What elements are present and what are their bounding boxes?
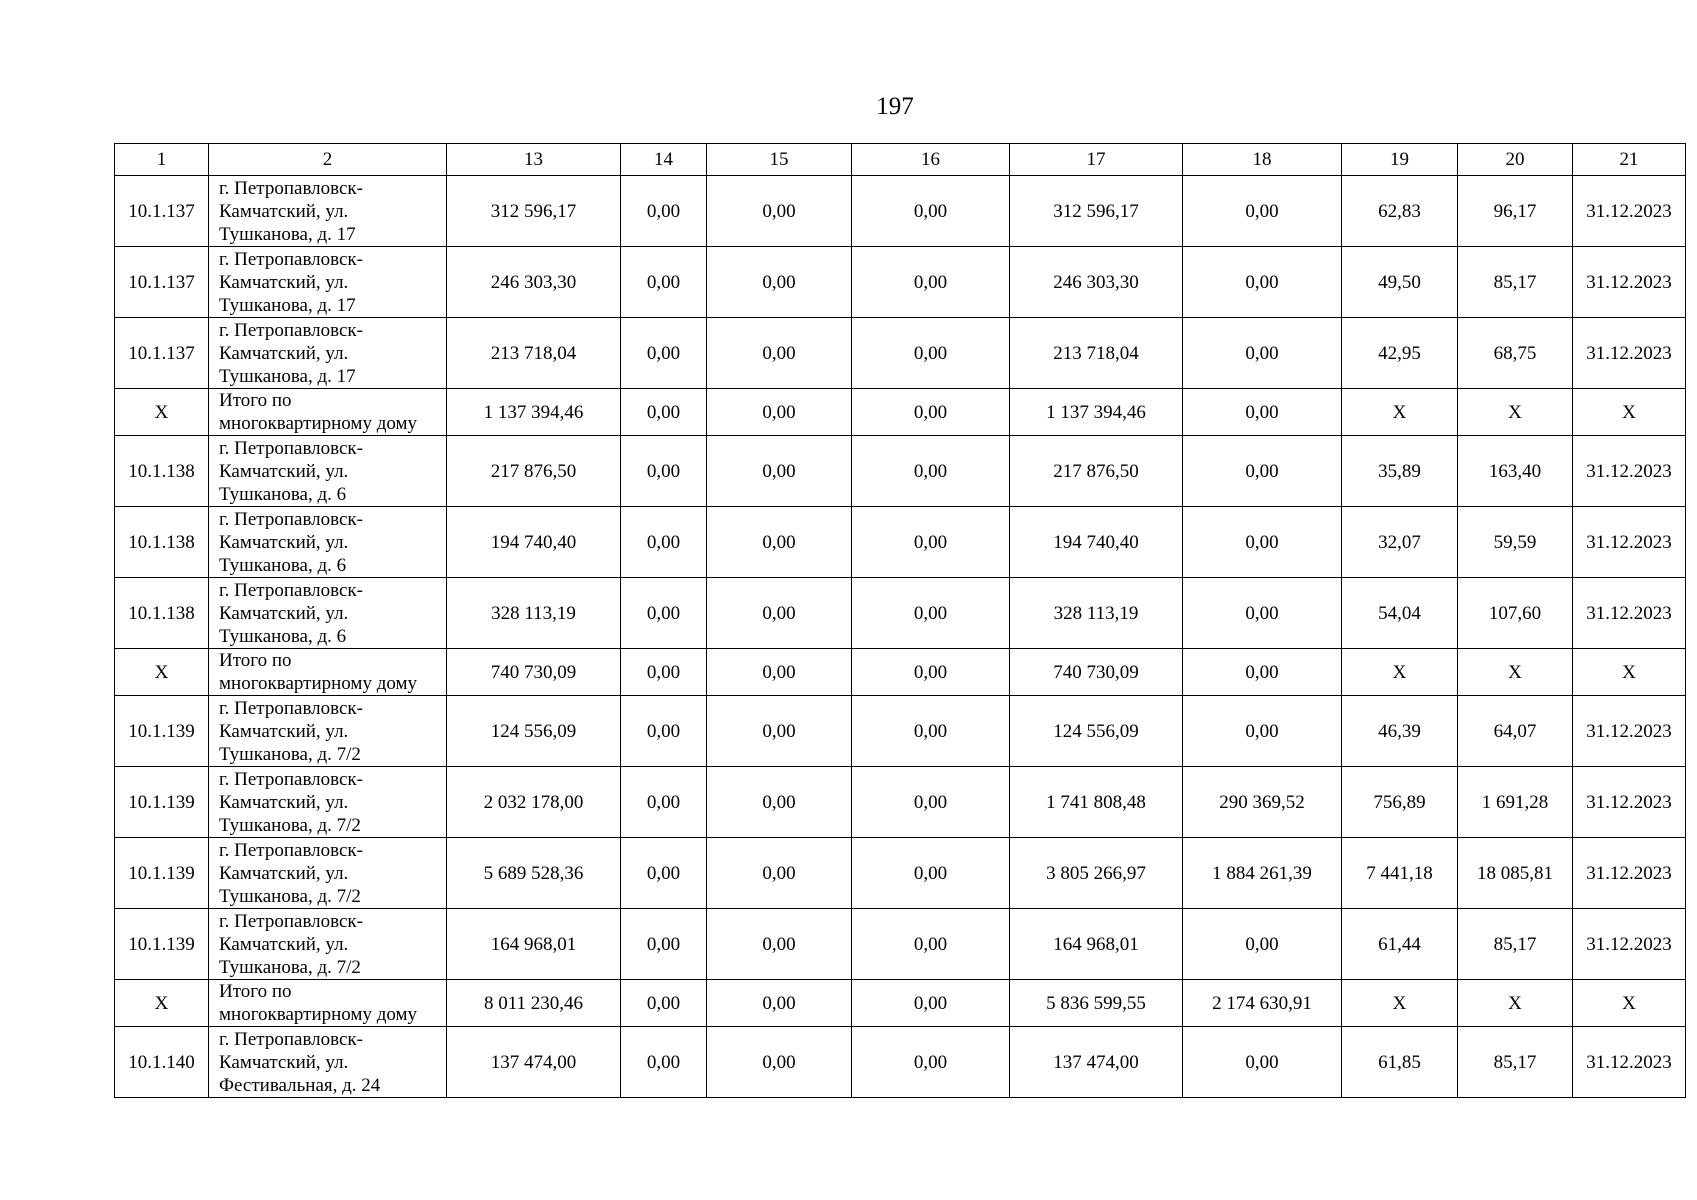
value-cell-18: 0,00 — [1183, 247, 1342, 318]
value-cell-20: 85,17 — [1458, 247, 1573, 318]
value-cell-15: 0,00 — [707, 838, 852, 909]
address-line: г. Петропавловск- — [219, 508, 363, 530]
address-cell — [209, 649, 447, 696]
value-cell-17: 740 730,09 — [1010, 649, 1183, 696]
address-line: г. Петропавловск- — [219, 839, 363, 861]
address-line: Тушканова, д. 7/2 — [219, 956, 361, 978]
column-header: 18 — [1183, 144, 1342, 176]
row-number-cell: 10.1.138 — [115, 436, 209, 507]
address-cell — [209, 318, 447, 389]
row-number-cell: X — [115, 389, 209, 436]
address-cell — [209, 838, 447, 909]
address-line: Итого по — [219, 981, 292, 1002]
value-cell-17: 328 113,19 — [1010, 578, 1183, 649]
value-cell-21: 31.12.2023 — [1573, 247, 1686, 318]
address-line: Камчатский, ул. — [219, 200, 349, 222]
address-line: Тушканова, д. 6 — [219, 554, 347, 576]
value-cell-14: 0,00 — [621, 838, 707, 909]
value-cell-13: 137 474,00 — [447, 1027, 621, 1098]
column-header: 16 — [852, 144, 1010, 176]
address-cell — [209, 247, 447, 318]
address-line: Тушканова, д. 17 — [219, 365, 356, 387]
table-body — [115, 176, 1686, 1098]
value-cell-19: X — [1342, 980, 1458, 1027]
address-line: Итого по — [219, 390, 292, 411]
address-cell — [209, 389, 447, 436]
value-cell-16: 0,00 — [852, 176, 1010, 247]
value-cell-15: 0,00 — [707, 649, 852, 696]
address-cell — [209, 176, 447, 247]
row-number-cell: X — [115, 980, 209, 1027]
value-cell-19: 46,39 — [1342, 696, 1458, 767]
value-cell-14: 0,00 — [621, 176, 707, 247]
value-cell-17: 213 718,04 — [1010, 318, 1183, 389]
value-cell-16: 0,00 — [852, 507, 1010, 578]
value-cell-13: 217 876,50 — [447, 436, 621, 507]
value-cell-20: X — [1458, 649, 1573, 696]
value-cell-16: 0,00 — [852, 578, 1010, 649]
value-cell-16: 0,00 — [852, 980, 1010, 1027]
address-cell — [209, 507, 447, 578]
total-row — [115, 980, 1686, 1027]
value-cell-14: 0,00 — [621, 436, 707, 507]
value-cell-19: 7 441,18 — [1342, 838, 1458, 909]
value-cell-15: 0,00 — [707, 1027, 852, 1098]
table-header — [115, 144, 1686, 176]
value-cell-21: 31.12.2023 — [1573, 909, 1686, 980]
value-cell-18: 290 369,52 — [1183, 767, 1342, 838]
value-cell-19: 32,07 — [1342, 507, 1458, 578]
value-cell-18: 0,00 — [1183, 1027, 1342, 1098]
address-line: г. Петропавловск- — [219, 1028, 363, 1050]
value-cell-16: 0,00 — [852, 318, 1010, 389]
value-cell-14: 0,00 — [621, 909, 707, 980]
address-line: многоквартирному дому — [219, 1004, 418, 1025]
row-number-cell: 10.1.137 — [115, 247, 209, 318]
column-header: 21 — [1573, 144, 1686, 176]
value-cell-19: 54,04 — [1342, 578, 1458, 649]
value-cell-13: 213 718,04 — [447, 318, 621, 389]
table-row — [115, 838, 1686, 909]
value-cell-18: 0,00 — [1183, 578, 1342, 649]
value-cell-18: 1 884 261,39 — [1183, 838, 1342, 909]
address-line: Камчатский, ул. — [219, 271, 349, 293]
capital-repair-table — [114, 143, 1686, 1098]
address-cell — [209, 1027, 447, 1098]
value-cell-13: 8 011 230,46 — [447, 980, 621, 1027]
table-row — [115, 696, 1686, 767]
address-line: многоквартирному дому — [219, 413, 418, 434]
address-line: г. Петропавловск- — [219, 248, 363, 270]
value-cell-21: 31.12.2023 — [1573, 318, 1686, 389]
value-cell-19: 35,89 — [1342, 436, 1458, 507]
value-cell-17: 1 137 394,46 — [1010, 389, 1183, 436]
value-cell-17: 137 474,00 — [1010, 1027, 1183, 1098]
value-cell-17: 1 741 808,48 — [1010, 767, 1183, 838]
value-cell-14: 0,00 — [621, 507, 707, 578]
address-line: Итого по — [219, 650, 292, 671]
value-cell-18: 0,00 — [1183, 389, 1342, 436]
value-cell-16: 0,00 — [852, 838, 1010, 909]
value-cell-14: 0,00 — [621, 318, 707, 389]
address-line: Камчатский, ул. — [219, 342, 349, 364]
value-cell-16: 0,00 — [852, 389, 1010, 436]
row-number-cell: 10.1.138 — [115, 578, 209, 649]
value-cell-18: 0,00 — [1183, 318, 1342, 389]
address-cell — [209, 909, 447, 980]
value-cell-18: 0,00 — [1183, 649, 1342, 696]
row-number-cell: 10.1.139 — [115, 909, 209, 980]
address-line: Камчатский, ул. — [219, 1051, 349, 1073]
row-number-cell: 10.1.139 — [115, 838, 209, 909]
address-line: Тушканова, д. 7/2 — [219, 814, 361, 836]
value-cell-14: 0,00 — [621, 578, 707, 649]
value-cell-17: 124 556,09 — [1010, 696, 1183, 767]
address-line: Тушканова, д. 7/2 — [219, 743, 361, 765]
address-line: г. Петропавловск- — [219, 910, 363, 932]
table-row — [115, 578, 1686, 649]
value-cell-19: 61,85 — [1342, 1027, 1458, 1098]
address-line: г. Петропавловск- — [219, 319, 363, 341]
value-cell-19: X — [1342, 649, 1458, 696]
value-cell-14: 0,00 — [621, 767, 707, 838]
address-line: Камчатский, ул. — [219, 791, 349, 813]
value-cell-14: 0,00 — [621, 247, 707, 318]
value-cell-15: 0,00 — [707, 909, 852, 980]
value-cell-17: 312 596,17 — [1010, 176, 1183, 247]
value-cell-20: 107,60 — [1458, 578, 1573, 649]
value-cell-14: 0,00 — [621, 389, 707, 436]
value-cell-17: 5 836 599,55 — [1010, 980, 1183, 1027]
column-header: 20 — [1458, 144, 1573, 176]
value-cell-17: 3 805 266,97 — [1010, 838, 1183, 909]
value-cell-16: 0,00 — [852, 436, 1010, 507]
value-cell-13: 5 689 528,36 — [447, 838, 621, 909]
value-cell-20: 64,07 — [1458, 696, 1573, 767]
value-cell-13: 164 968,01 — [447, 909, 621, 980]
value-cell-21: 31.12.2023 — [1573, 767, 1686, 838]
value-cell-20: 85,17 — [1458, 909, 1573, 980]
column-header: 19 — [1342, 144, 1458, 176]
table-row — [115, 767, 1686, 838]
value-cell-13: 328 113,19 — [447, 578, 621, 649]
value-cell-15: 0,00 — [707, 318, 852, 389]
value-cell-15: 0,00 — [707, 507, 852, 578]
value-cell-20: 85,17 — [1458, 1027, 1573, 1098]
column-header: 17 — [1010, 144, 1183, 176]
address-line: г. Петропавловск- — [219, 437, 363, 459]
value-cell-21: 31.12.2023 — [1573, 696, 1686, 767]
address-line: г. Петропавловск- — [219, 579, 363, 601]
table-row — [115, 507, 1686, 578]
total-row — [115, 649, 1686, 696]
value-cell-20: 59,59 — [1458, 507, 1573, 578]
table-row — [115, 176, 1686, 247]
value-cell-13: 246 303,30 — [447, 247, 621, 318]
value-cell-18: 2 174 630,91 — [1183, 980, 1342, 1027]
address-cell — [209, 980, 447, 1027]
value-cell-14: 0,00 — [621, 1027, 707, 1098]
address-line: г. Петропавловск- — [219, 177, 363, 199]
value-cell-19: 49,50 — [1342, 247, 1458, 318]
value-cell-21: 31.12.2023 — [1573, 1027, 1686, 1098]
value-cell-15: 0,00 — [707, 176, 852, 247]
value-cell-15: 0,00 — [707, 389, 852, 436]
address-line: Тушканова, д. 17 — [219, 294, 356, 316]
value-cell-19: X — [1342, 389, 1458, 436]
value-cell-18: 0,00 — [1183, 696, 1342, 767]
page-number: 197 — [876, 93, 914, 120]
address-cell — [209, 436, 447, 507]
value-cell-18: 0,00 — [1183, 507, 1342, 578]
column-header: 14 — [621, 144, 707, 176]
row-number-cell: 10.1.139 — [115, 767, 209, 838]
value-cell-17: 246 303,30 — [1010, 247, 1183, 318]
address-line: Тушканова, д. 6 — [219, 483, 347, 505]
value-cell-15: 0,00 — [707, 436, 852, 507]
address-line: Камчатский, ул. — [219, 531, 349, 553]
address-cell — [209, 767, 447, 838]
value-cell-15: 0,00 — [707, 767, 852, 838]
column-header: 2 — [209, 144, 447, 176]
value-cell-17: 194 740,40 — [1010, 507, 1183, 578]
address-cell — [209, 696, 447, 767]
value-cell-16: 0,00 — [852, 649, 1010, 696]
value-cell-14: 0,00 — [621, 980, 707, 1027]
value-cell-20: 18 085,81 — [1458, 838, 1573, 909]
total-row — [115, 389, 1686, 436]
value-cell-17: 164 968,01 — [1010, 909, 1183, 980]
value-cell-15: 0,00 — [707, 980, 852, 1027]
value-cell-18: 0,00 — [1183, 909, 1342, 980]
row-number-cell: X — [115, 649, 209, 696]
row-number-cell: 10.1.139 — [115, 696, 209, 767]
value-cell-16: 0,00 — [852, 909, 1010, 980]
address-line: Тушканова, д. 6 — [219, 625, 347, 647]
value-cell-16: 0,00 — [852, 1027, 1010, 1098]
value-cell-13: 124 556,09 — [447, 696, 621, 767]
value-cell-20: 1 691,28 — [1458, 767, 1573, 838]
value-cell-21: X — [1573, 649, 1686, 696]
table-row — [115, 247, 1686, 318]
address-line: Камчатский, ул. — [219, 862, 349, 884]
table-row — [115, 318, 1686, 389]
value-cell-18: 0,00 — [1183, 176, 1342, 247]
value-cell-21: X — [1573, 980, 1686, 1027]
row-number-cell: 10.1.138 — [115, 507, 209, 578]
value-cell-20: X — [1458, 389, 1573, 436]
value-cell-20: 163,40 — [1458, 436, 1573, 507]
value-cell-19: 62,83 — [1342, 176, 1458, 247]
value-cell-16: 0,00 — [852, 247, 1010, 318]
value-cell-21: 31.12.2023 — [1573, 578, 1686, 649]
value-cell-15: 0,00 — [707, 578, 852, 649]
address-line: Тушканова, д. 17 — [219, 223, 356, 245]
value-cell-20: 68,75 — [1458, 318, 1573, 389]
address-line: Камчатский, ул. — [219, 933, 349, 955]
value-cell-20: 96,17 — [1458, 176, 1573, 247]
value-cell-19: 61,44 — [1342, 909, 1458, 980]
value-cell-20: X — [1458, 980, 1573, 1027]
address-line: Камчатский, ул. — [219, 460, 349, 482]
value-cell-13: 312 596,17 — [447, 176, 621, 247]
value-cell-21: 31.12.2023 — [1573, 838, 1686, 909]
row-number-cell: 10.1.137 — [115, 318, 209, 389]
address-line: г. Петропавловск- — [219, 697, 363, 719]
address-line: г. Петропавловск- — [219, 768, 363, 790]
value-cell-14: 0,00 — [621, 696, 707, 767]
row-number-cell: 10.1.137 — [115, 176, 209, 247]
address-line: Фестивальная, д. 24 — [219, 1074, 381, 1096]
value-cell-16: 0,00 — [852, 696, 1010, 767]
address-cell — [209, 578, 447, 649]
header-row — [115, 144, 1686, 176]
row-number-cell: 10.1.140 — [115, 1027, 209, 1098]
value-cell-21: X — [1573, 389, 1686, 436]
value-cell-19: 42,95 — [1342, 318, 1458, 389]
value-cell-16: 0,00 — [852, 767, 1010, 838]
value-cell-13: 2 032 178,00 — [447, 767, 621, 838]
value-cell-17: 217 876,50 — [1010, 436, 1183, 507]
value-cell-18: 0,00 — [1183, 436, 1342, 507]
column-header: 15 — [707, 144, 852, 176]
table-row — [115, 909, 1686, 980]
value-cell-13: 194 740,40 — [447, 507, 621, 578]
value-cell-15: 0,00 — [707, 247, 852, 318]
table-row — [115, 1027, 1686, 1098]
value-cell-13: 1 137 394,46 — [447, 389, 621, 436]
value-cell-14: 0,00 — [621, 649, 707, 696]
column-header: 13 — [447, 144, 621, 176]
value-cell-21: 31.12.2023 — [1573, 507, 1686, 578]
address-line: Тушканова, д. 7/2 — [219, 885, 361, 907]
column-header: 1 — [115, 144, 209, 176]
address-line: Камчатский, ул. — [219, 602, 349, 624]
address-line: многоквартирному дому — [219, 673, 418, 694]
table-row — [115, 436, 1686, 507]
value-cell-19: 756,89 — [1342, 767, 1458, 838]
value-cell-13: 740 730,09 — [447, 649, 621, 696]
value-cell-15: 0,00 — [707, 696, 852, 767]
value-cell-21: 31.12.2023 — [1573, 176, 1686, 247]
value-cell-21: 31.12.2023 — [1573, 436, 1686, 507]
address-line: Камчатский, ул. — [219, 720, 349, 742]
